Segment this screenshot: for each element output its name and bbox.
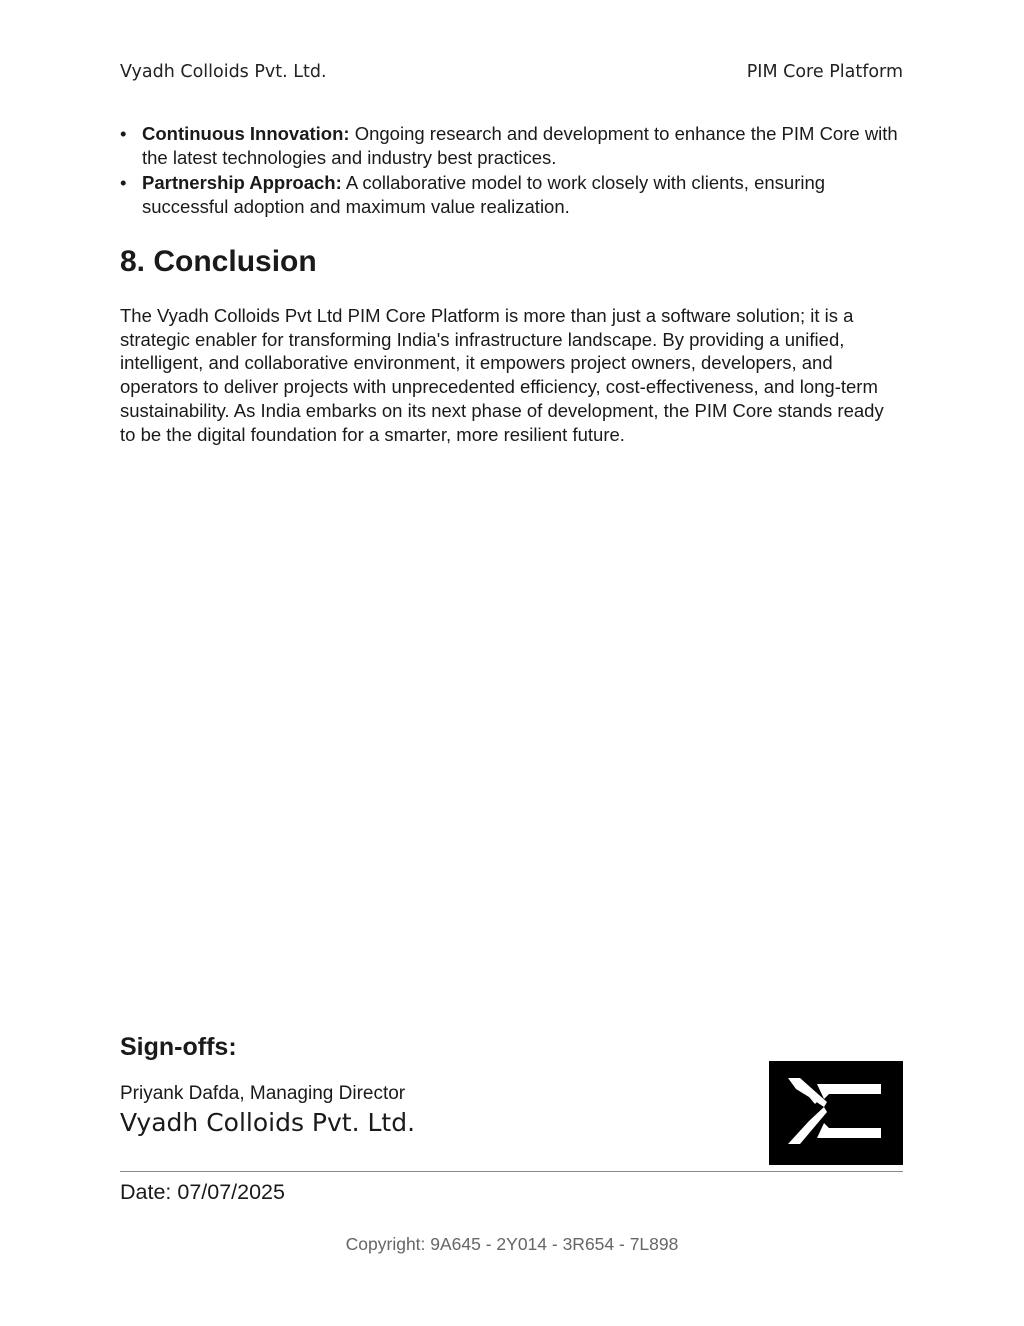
logo-c-top [817,1084,881,1099]
list-item [120,171,910,219]
logo-chevron-lower [788,1107,827,1144]
bullet-text: Ongoing research and development to enhance the PIM Core with the latest technologies and industry best practices. [142,123,898,168]
signature-divider [120,1171,903,1172]
company-signature: Vyadh Colloids Pvt. Ltd. [120,1108,416,1137]
conclusion-paragraph: The Vyadh Colloids Pvt Ltd PIM Core Platform is more than just a software solution; it is a strategic enabler for transforming India's infrastructure landscape. By providing a unified, intelligent, and collaborative environment, it empowers project owners, developers, and operators to deliver projects with unprecedented efficiency, cost-effectiveness, and long-term sustainability. As India embarks on its next phase of development, the PIM Core stands ready to be the digital foundation for a smarter, more resilient future. [120,305,884,445]
section-heading-conclusion: 8. Conclusion [120,245,317,278]
bullet-icon: • [120,123,127,144]
sign-date: Date: 07/07/2025 [120,1180,285,1204]
logo-mark-icon [769,1061,903,1165]
signer-name: Priyank Dafda, Managing Director [120,1083,406,1104]
page-header [120,62,903,86]
company-logo [769,1061,903,1165]
bullet-title: Partnership Approach: [142,172,342,193]
list-item [120,122,910,170]
bullet-text: A collaborative model to work closely with clients, ensuring successful adoption and maximum value realization. [142,172,826,217]
copyright-footer: Copyright: 9A645 - 2Y014 - 3R654 - 7L898 [345,1234,679,1254]
header-company: Vyadh Colloids Pvt. Ltd. [120,62,327,82]
bullet-title: Continuous Innovation: [142,123,350,144]
signoffs-heading: Sign-offs: [120,1033,237,1061]
header-product: PIM Core Platform [746,62,903,82]
bullet-icon: • [120,172,127,193]
logo-c-bottom [817,1123,881,1138]
bullet-list [120,122,910,220]
